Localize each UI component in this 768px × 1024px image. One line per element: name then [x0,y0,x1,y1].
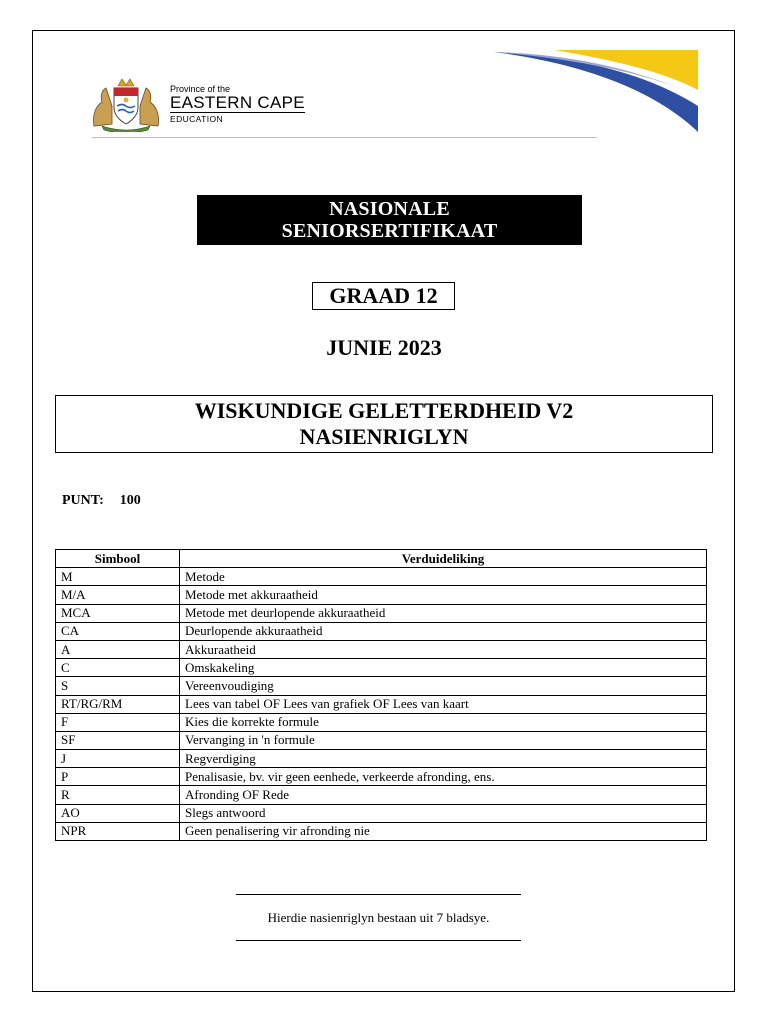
subject-title: WISKUNDIGE GELETTERDHEID V2 [194,397,574,423]
explanation-cell: Vervanging in 'n formule [180,731,707,749]
symbol-cell: SF [56,731,180,749]
table-row [56,604,707,622]
symbol-cell: RT/RG/RM [56,695,180,713]
certificate-title-line2: SENIORSERTIFIKAAT [281,220,498,242]
footer-rule-bottom [236,940,521,941]
symbol-cell: R [56,786,180,804]
table-row [56,568,707,586]
explanation-cell: Slegs antwoord [180,804,707,822]
explanation-cell: Regverdiging [180,750,707,768]
explanation-cell: Metode met akkuraatheid [180,586,707,604]
symbol-cell: NPR [56,822,180,840]
explanation-cell: Vereenvoudiging [180,677,707,695]
logo-department-text: EDUCATION [170,113,224,124]
table-row [56,677,707,695]
symbol-cell: S [56,677,180,695]
table-row [56,768,707,786]
table-row [56,731,707,749]
certificate-title-banner [197,195,582,245]
table-row [56,586,707,604]
symbol-cell: A [56,640,180,658]
table-row [56,695,707,713]
column-header-symbol: Simbool [56,550,180,568]
table-row [56,622,707,640]
marks-label: PUNT: [62,493,104,508]
logo-region-text: EASTERN CAPE [170,92,305,112]
marks-value: 100 [119,493,141,508]
swoosh-logo-icon [494,50,698,132]
table-row [56,786,707,804]
symbol-cell: M [56,568,180,586]
column-header-explanation: Verduideliking [180,550,707,568]
symbol-cell: AO [56,804,180,822]
symbol-cell: MCA [56,604,180,622]
table-row [56,640,707,658]
table-row [56,804,707,822]
table-row [56,822,707,840]
exam-date: JUNIE 2023 [326,335,442,360]
table-row [56,659,707,677]
subject-title-box [55,395,713,453]
explanation-cell: Metode [180,568,707,586]
coat-of-arms-icon [88,76,164,132]
certificate-title-line1: NASIONALE [329,198,450,220]
subject-subtitle: NASIENRIGLYN [299,424,469,449]
page-count-note: Hierdie nasienriglyn bestaan uit 7 bladsye. [267,910,490,925]
explanation-cell: Kies die korrekte formule [180,713,707,731]
explanation-cell: Geen penalisering vir afronding nie [180,822,707,840]
page-border [32,30,735,992]
symbol-cell: J [56,750,180,768]
explanation-cell: Deurlopende akkuraatheid [180,622,707,640]
header-divider [92,137,597,138]
symbol-cell: F [56,713,180,731]
logo-province-text: Province of the [170,83,231,94]
explanation-cell: Omskakeling [180,659,707,677]
symbol-cell: C [56,659,180,677]
explanation-cell: Lees van tabel OF Lees van grafiek OF Lees van kaart [180,695,707,713]
explanation-cell: Penalisasie, bv. vir geen eenhede, verkeerde afronding, ens. [180,768,707,786]
symbol-cell: P [56,768,180,786]
explanation-cell: Akkuraatheid [180,640,707,658]
table-row [56,713,707,731]
symbol-cell: CA [56,622,180,640]
explanation-cell: Metode met deurlopende akkuraatheid [180,604,707,622]
footer-rule-top [236,894,521,895]
symbol-cell: M/A [56,586,180,604]
table-header-row [56,550,707,568]
header-logo [88,76,305,132]
total-marks [62,493,141,509]
explanation-cell: Afronding OF Rede [180,786,707,804]
grade-label: GRAAD 12 [312,282,455,310]
table-row [56,750,707,768]
symbol-legend-table [55,549,707,841]
